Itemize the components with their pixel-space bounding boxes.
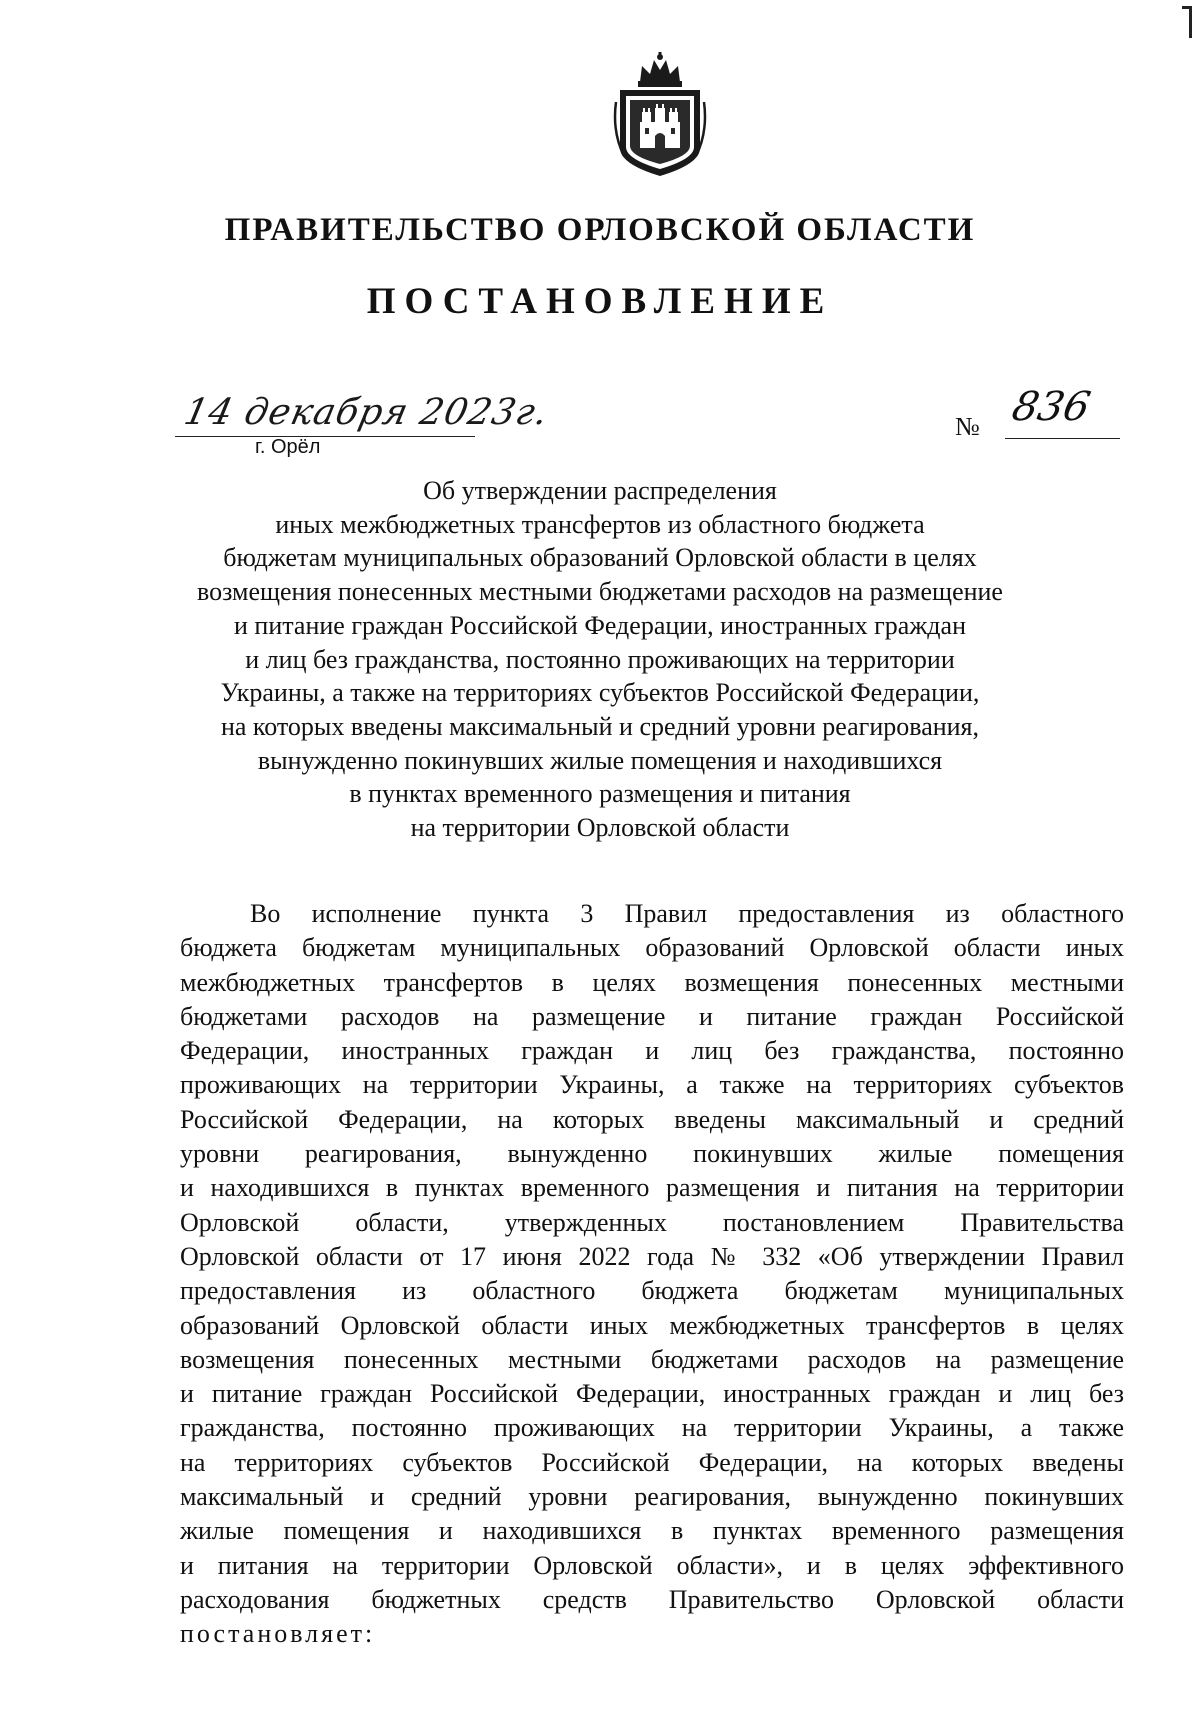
body-line: возмещения понесенных местными бюджетами расходов на размещение xyxy=(180,1344,1124,1374)
subject-line: в пунктах временного размещения и питания xyxy=(349,779,851,809)
subject-line: и питание граждан Российской Федерации, иностранных граждан xyxy=(234,610,966,640)
body-line: образований Орловской области иных межбюджетных трансфертов в целях xyxy=(180,1310,1124,1340)
subject-line: Украины, а также на территориях субъектов Российской Федерации, xyxy=(220,678,980,708)
body-line: жилые помещения и находившихся в пунктах временного размещения xyxy=(180,1516,1124,1546)
document-number-block xyxy=(955,384,1125,452)
body-line: Во исполнение пункта 3 Правил предоставления из областного xyxy=(250,899,1124,928)
subject-line: на которых введены максимальный и средний уровни реагирования, xyxy=(220,711,980,741)
handwritten-date: 14 декабря 2023г. xyxy=(180,392,553,433)
number-underline xyxy=(1005,438,1120,439)
city-label: г. Орёл xyxy=(255,436,321,458)
number-sign: № xyxy=(955,412,980,441)
body-line: гражданства, постоянно проживающих на территории Украины, а также xyxy=(180,1413,1124,1443)
body-line: бюджета бюджетам муниципальных образований Орловской области иных xyxy=(180,933,1124,963)
body-line: предоставления из областного бюджета бюджетам муниципальных xyxy=(180,1276,1124,1306)
document-type-title: ПОСТАНОВЛЕНИЕ xyxy=(366,281,834,322)
subject-line: иных межбюджетных трансфертов из областного бюджета xyxy=(275,509,925,539)
body-line: расходования бюджетных средств Правительство Орловской области xyxy=(180,1584,1124,1614)
document-date-block xyxy=(175,392,553,462)
subject-line: возмещения понесенных местными бюджетами расходов на размещение xyxy=(197,577,1003,607)
document-subject xyxy=(150,474,1050,845)
scan-corner-mark xyxy=(1184,0,1192,40)
subject-line: вынужденно покинувших жилые помещения и находившихся xyxy=(257,745,943,775)
date-underline xyxy=(175,436,475,437)
handwritten-number: 836 xyxy=(1008,384,1095,430)
subject-line: на территории Орловской области xyxy=(410,813,790,843)
body-line: и питание граждан Российской Федерации, иностранных граждан и лиц без xyxy=(180,1379,1124,1409)
body-line: бюджетами расходов на размещение и питание граждан Российской xyxy=(180,1001,1124,1031)
body-line: Орловской области от 17 июня 2022 года № 332 «Об утверждении Правил xyxy=(180,1241,1124,1271)
subject-line: бюджетам муниципальных образований Орловской области в целях xyxy=(223,543,977,573)
subject-line: Об утверждении распределения xyxy=(423,476,777,505)
body-line: межбюджетных трансфертов в целях возмещения понесенных местными xyxy=(180,967,1124,997)
body-line: Орловской области, утвержденных постановлением Правительства xyxy=(180,1207,1124,1237)
subject-line: и лиц без гражданства, постоянно проживающих на территории xyxy=(245,644,955,674)
body-line: уровни реагирования, вынужденно покинувших жилые помещения xyxy=(180,1139,1124,1169)
coat-of-arms-emblem xyxy=(610,52,710,178)
body-line: Российской Федерации, на которых введены максимальный и средний xyxy=(180,1104,1124,1134)
body-line: максимальный и средний уровни реагирования, вынужденно покинувших xyxy=(180,1482,1124,1512)
body-line: и находившихся в пунктах временного размещения и питания на территории xyxy=(180,1173,1124,1203)
organization-title: ПРАВИТЕЛЬСТВО ОРЛОВСКОЙ ОБЛАСТИ xyxy=(224,212,976,248)
body-line: и питания на территории Орловской области», и в целях эффективного xyxy=(180,1550,1124,1580)
body-line: на территориях субъектов Российской Федерации, на которых введены xyxy=(180,1447,1124,1477)
body-line: Федерации, иностранных граждан и лиц без гражданства, постоянно xyxy=(180,1036,1124,1066)
body-line: проживающих на территории Украины, а также на территориях субъектов xyxy=(180,1070,1124,1100)
document-body xyxy=(180,897,1124,1652)
body-line-resolves: постановляет: xyxy=(180,1619,376,1649)
